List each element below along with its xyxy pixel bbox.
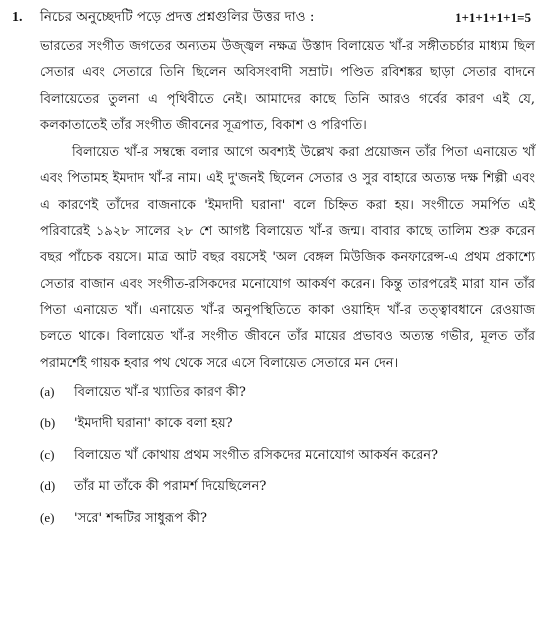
subquestion-c [40,446,545,478]
subquestion-text: তাঁর মা তাঁকে কী পরামর্শ দিয়েছিলেন? [74,479,267,495]
subquestion-label: (a) [40,383,55,399]
subquestion-label: (e) [40,509,55,525]
question-instruction: নিচের অনুচ্ছেদটি পড়ে প্রদত্ত প্রশ্নগুলির উত্তর দাও : [40,9,315,25]
question-header [12,6,545,34]
subquestion-text: বিলায়েত খাঁ কোথায় প্রথম সংগীত রসিকদের মনোযোগ আকর্ষন করেন? [74,447,439,463]
passage-paragraph-1: ভারতের সংগীত জগতের অন্যতম উজ্জ্বল নক্ষত্র উস্তাদ বিলায়েত খাঁ-র সঙ্গীতচর্চার মাধ্যম ছিল সেতার এবং সেতারে তিনি ছিলেন অবিসংবাদী সম্রাট। পণ্ডিত রবিশঙ্কর ছাড়া সেতার বাদনে বিলায়েতের তুলনা এ পৃথিবীতে নেই। আমাদের কাছে তিনি আরও গর্বের কারণ এই যে, কলকাতাতেই তাঁর সংগীত জীবনের সূত্রপাত, বিকাশ ও পরিণতি। [40,39,535,133]
subquestion-text: 'সরে' শব্দটির সাধুরূপ কী? [74,510,207,526]
subquestion-label: (c) [40,446,55,462]
passage-paragraph-2: বিলায়েত খাঁ-র সম্বন্ধে বলার আগে অবশ্যই উল্লেখ করা প্রয়োজন তাঁর পিতা এনায়েত খাঁ এবং পিতামহ ইমদাদ খাঁ-র নাম। এই দু'জনই ছিলেন সেতার ও সুর বাহারে অত্যন্ত দক্ষ শিল্পী এবং এ কারণেই তাঁদের বাজনাকে 'ইমদাদী ঘরানা' বলে চিহ্নিত করা হয়। সংগীতে সমর্পিত এই পরিবারেই ১৯২৮ সালের ২৮ শে আগষ্ট বিলায়েত খাঁ-র জন্ম। বাবার কাছে তালিম শুরু করেন বছর পাঁচেক বয়সে। মাত্র আট বছর বয়সেই 'অল বেঙ্গল মিউজিক কনফারেন্স-এ প্রথম প্রকাশ্যে সেতার বাজান এবং সংগীত-রসিকদের মনোযোগ আকর্ষণ করেন। কিন্তু তারপরেই মারা যান তাঁর পিতা এনায়েত খাঁ। এনায়েত খাঁ-র অনুপস্থিতিতে কাকা ওয়াহিদ খাঁ-র তত্ত্বাবধানে রেওয়াজ চলতে থাকে। বিলায়েত খাঁ-র সংগীত জীবনে তাঁর মায়ের প্রভাবও অত্যন্ত গভীর, মূলত তাঁর পরামর্শেই গায়ক হবার পথ থেকে সরে এসে বিলায়েত সেতারে মন দেন। [40,145,535,371]
question-number: 1. [12,10,23,25]
subquestion-a [40,383,545,415]
subquestion-b [40,414,545,446]
subquestion-label: (d) [40,478,56,494]
subquestion-list [12,383,545,541]
subquestion-e [40,509,545,541]
marks-distribution: 1+1+1+1+1=5 [454,10,531,25]
subquestion-label: (b) [40,415,56,431]
subquestion-text: 'ইমদাদী ঘরানা' কাকে বলা হয়? [74,416,233,432]
subquestion-text: বিলায়েত খাঁ-র খ্যাতির কারণ কী? [74,384,246,400]
subquestion-d [40,477,545,509]
